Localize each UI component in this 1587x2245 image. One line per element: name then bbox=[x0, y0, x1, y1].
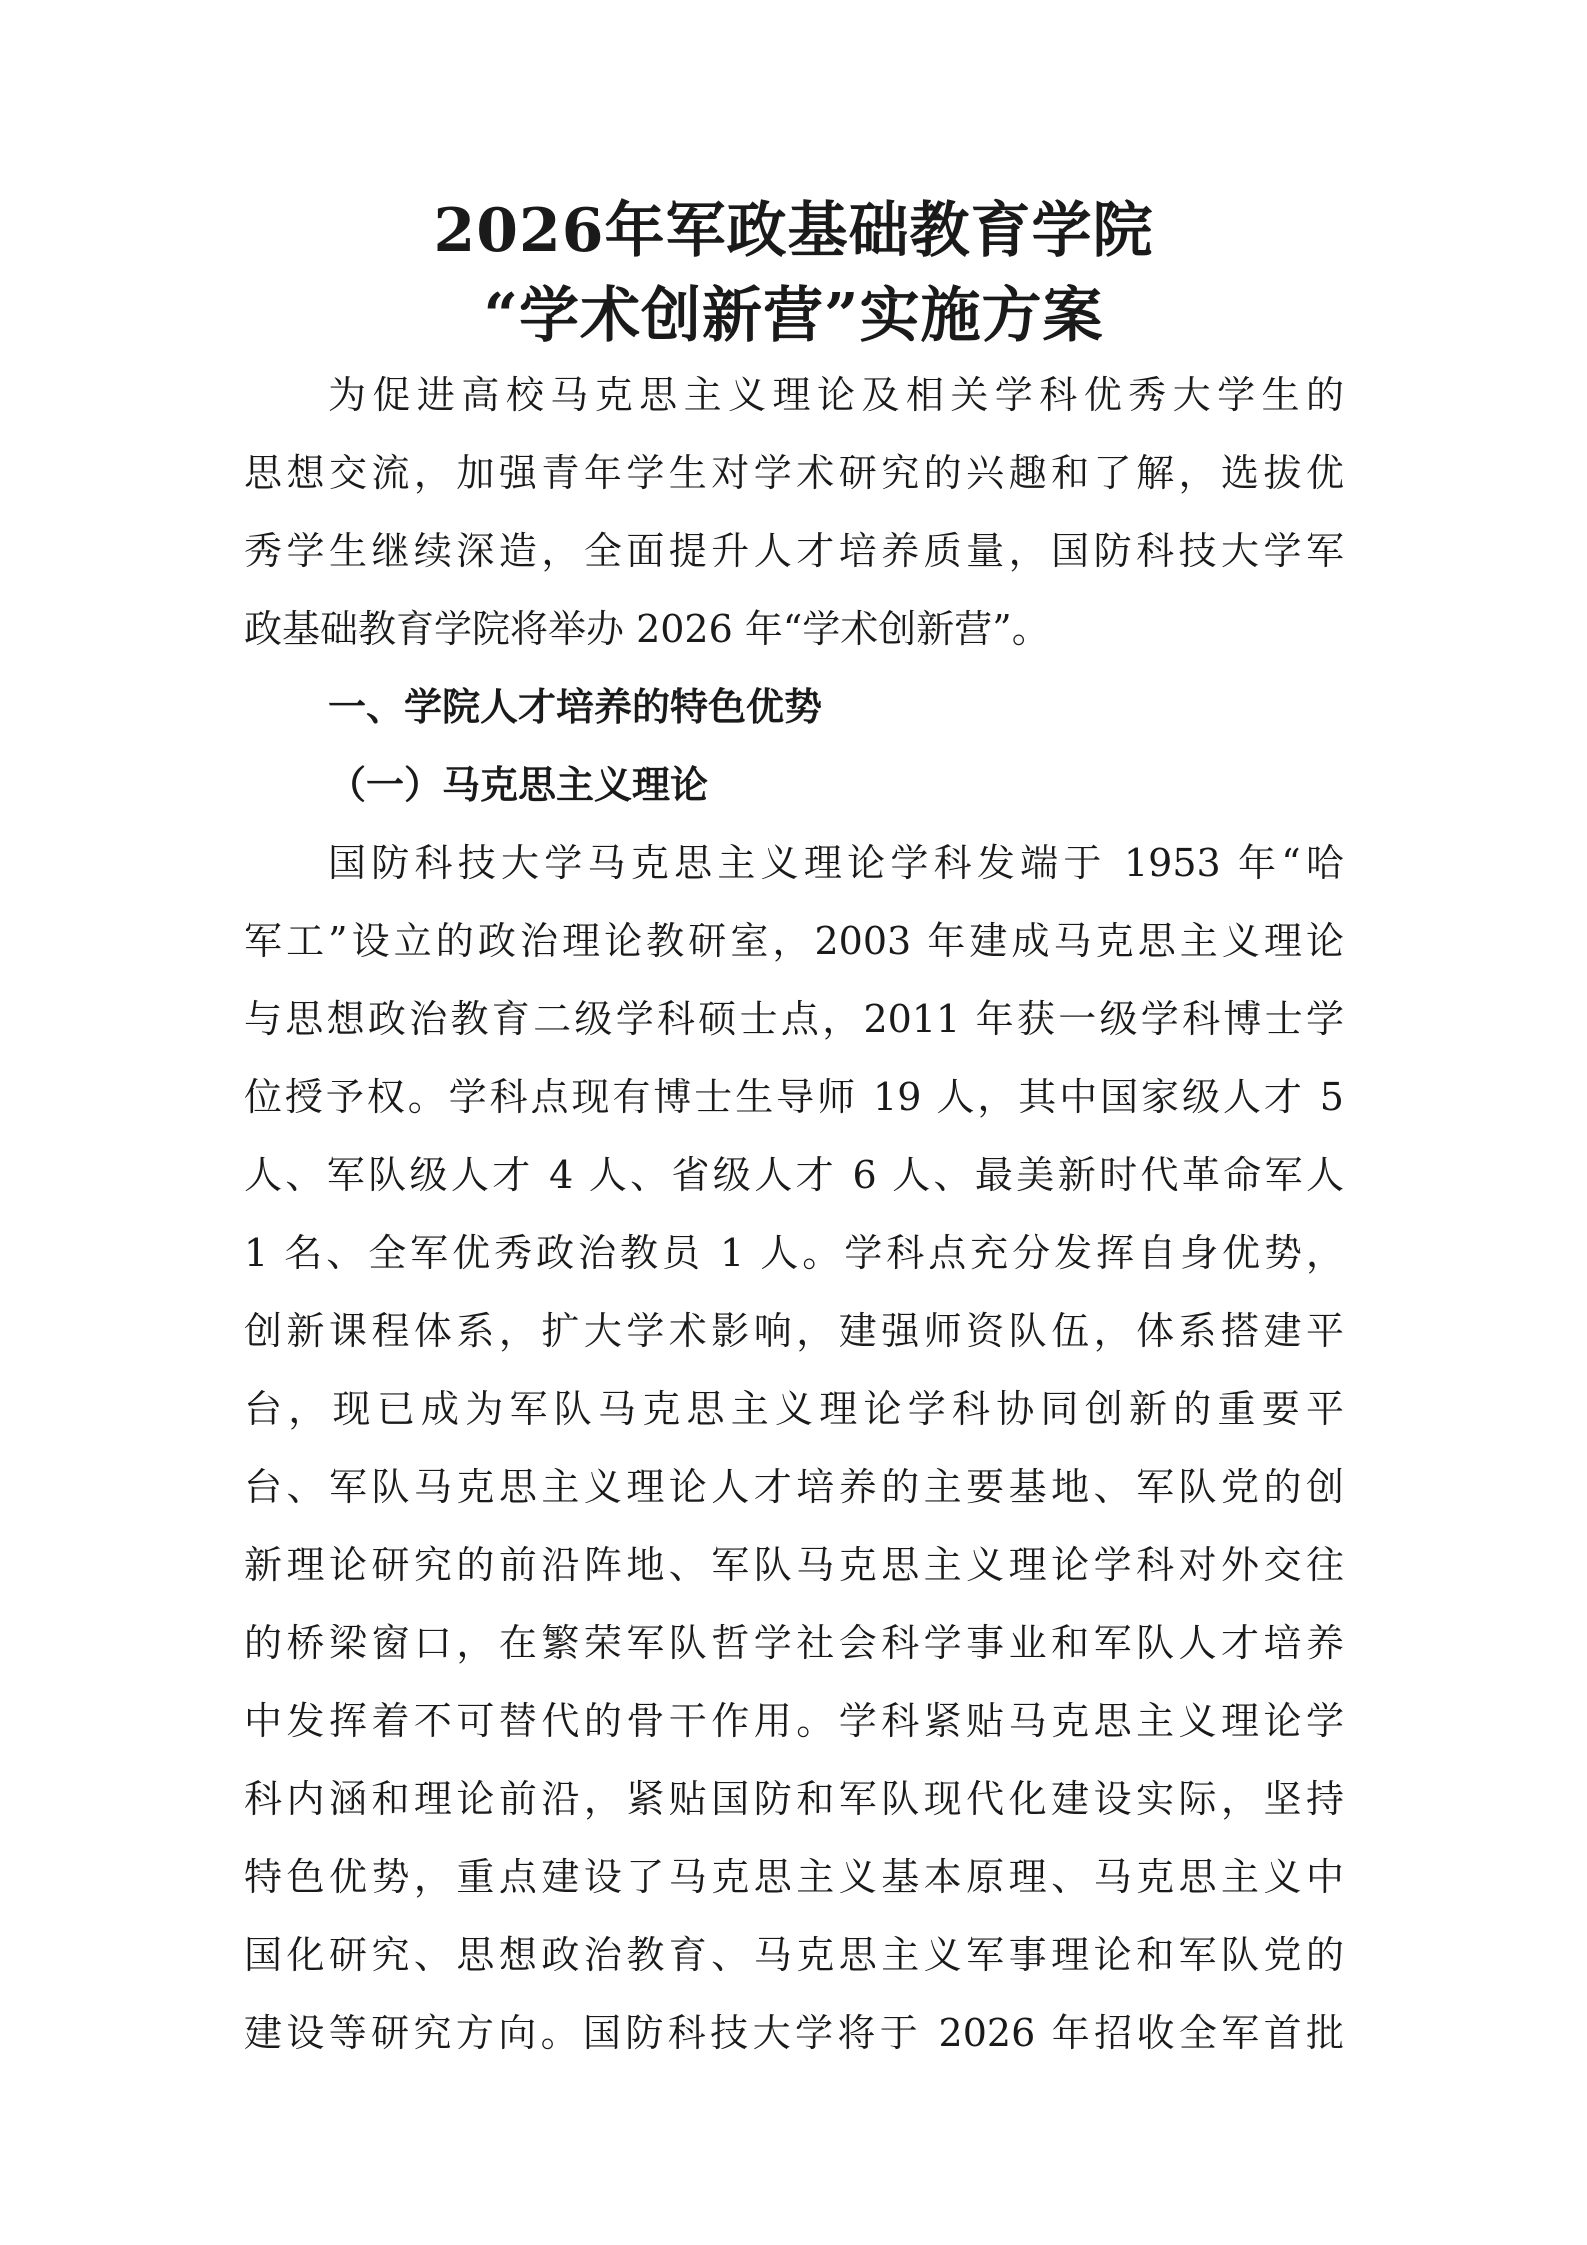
intro-line: 为促进高校马克思主义理论及相关学科优秀大学生的 bbox=[328, 373, 1344, 417]
body-line: 人、军队级人才 4 人、省级人才 6 人、最美新时代革命军人 bbox=[244, 1153, 1344, 1197]
body-line: 特色优势，重点建设了马克思主义基本原理、马克思主义中 bbox=[244, 1855, 1344, 1899]
body-line: 中发挥着不可替代的骨干作用。学科紧贴马克思主义理论学 bbox=[244, 1699, 1344, 1743]
section-heading: 一、学院人才培养的特色优势 bbox=[328, 684, 823, 729]
body-line: 与思想政治教育二级学科硕士点，2011 年获一级学科博士学 bbox=[244, 997, 1344, 1041]
body-line: 1 名、全军优秀政治教员 1 人。学科点充分发挥自身优势， bbox=[244, 1231, 1344, 1275]
intro-paragraph bbox=[244, 356, 1344, 668]
body-line: 建设等研究方向。国防科技大学将于 2026 年招收全军首批 bbox=[244, 2011, 1344, 2055]
body-paragraph bbox=[244, 824, 1344, 2072]
body-line: 台，现已成为军队马克思主义理论学科协同创新的重要平 bbox=[244, 1387, 1344, 1431]
body-line: 军工”设立的政治理论教研室，2003 年建成马克思主义理论 bbox=[244, 919, 1344, 963]
body-line: 的桥梁窗口，在繁荣军队哲学社会科学事业和军队人才培养 bbox=[244, 1621, 1344, 1665]
body-line: 台、军队马克思主义理论人才培养的主要基地、军队党的创 bbox=[244, 1465, 1344, 1509]
intro-line: 政基础教育学院将举办 2026 年“学术创新营”。 bbox=[244, 607, 1050, 651]
document-title-line-2: “学术创新营”实施方案 bbox=[483, 281, 1104, 351]
subsection-heading: （一）马克思主义理论 bbox=[328, 762, 709, 807]
body-line: 位授予权。学科点现有博士生导师 19 人，其中国家级人才 5 bbox=[244, 1075, 1344, 1119]
intro-line: 思想交流，加强青年学生对学术研究的兴趣和了解，选拔优 bbox=[244, 451, 1344, 495]
body-line: 科内涵和理论前沿，紧贴国防和军队现代化建设实际，坚持 bbox=[244, 1777, 1344, 1821]
body-line: 新理论研究的前沿阵地、军队马克思主义理论学科对外交往 bbox=[244, 1543, 1344, 1587]
document-title-line-1: 2026年军政基础教育学院 bbox=[433, 196, 1154, 266]
body-line: 国防科技大学马克思主义理论学科发端于 1953 年“哈 bbox=[328, 841, 1344, 885]
section-1 bbox=[244, 668, 1344, 824]
body-line: 国化研究、思想政治教育、马克思主义军事理论和军队党的 bbox=[244, 1933, 1344, 1977]
intro-line: 秀学生继续深造，全面提升人才培养质量，国防科技大学军 bbox=[244, 529, 1344, 573]
body-line: 创新课程体系，扩大学术影响，建强师资队伍，体系搭建平 bbox=[244, 1309, 1344, 1353]
